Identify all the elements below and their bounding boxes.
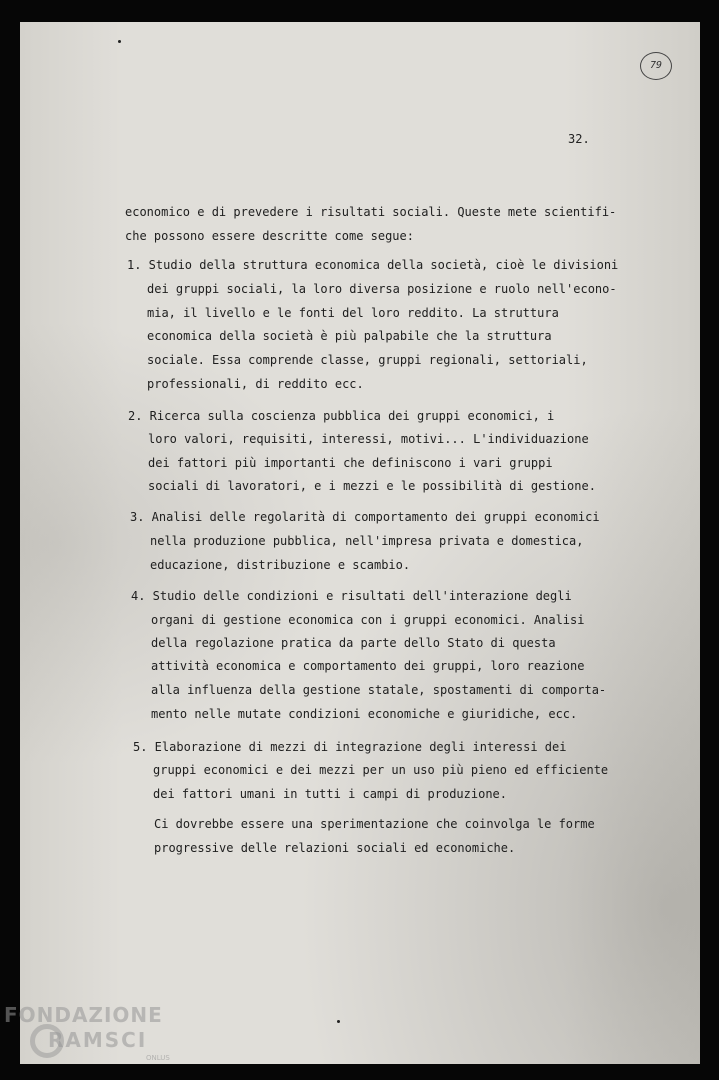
item-5-line-3: dei fattori umani in tutti i campi di produzione. <box>153 787 508 801</box>
watermark-line-2: RAMSCI <box>48 1028 148 1052</box>
ink-speck <box>337 1020 340 1023</box>
item-2-line-4: sociali di lavoratori, e i mezzi e le possibilità di gestione. <box>148 479 596 493</box>
item-1-line-6: professionali, di reddito ecc. <box>147 377 364 391</box>
item-5-line-1: 5. Elaborazione di mezzi di integrazione degli interessi dei <box>133 740 567 754</box>
item-1-line-4: economica della società è più palpabile che la struttura <box>147 329 552 343</box>
item-3-line-1: 3. Analisi delle regolarità di comportamento dei gruppi economici <box>130 510 600 524</box>
intro-line-1: economico e di prevedere i risultati sociali. Queste mete scientifi- <box>125 205 617 219</box>
item-4-line-6: mento nelle mutate condizioni economiche e giuridiche, ecc. <box>151 707 578 721</box>
item-4-line-5: alla influenza della gestione statale, spostamenti di comporta- <box>151 683 607 697</box>
intro-line-2: che possono essere descritte come segue: <box>125 229 414 243</box>
item-4-line-1: 4. Studio delle condizioni e risultati dell'interazione degli <box>131 589 572 603</box>
item-2-line-2: loro valori, requisiti, interessi, motivi... L'individuazione <box>148 432 589 446</box>
item-3-line-3: educazione, distribuzione e scambio. <box>150 558 411 572</box>
item-1-line-1: 1. Studio della struttura economica della società, cioè le divisioni <box>127 258 619 272</box>
item-4-line-2: organi di gestione economica con i gruppi economici. Analisi <box>151 613 585 627</box>
item-3-line-2: nella produzione pubblica, nell'impresa privata e domestica, <box>150 534 584 548</box>
item-1-line-2: dei gruppi sociali, la loro diversa posizione e ruolo nell'econo- <box>147 282 617 296</box>
watermark-line-3: ONLUS <box>146 1054 170 1062</box>
page-number: 32. <box>568 132 590 146</box>
archive-stamp: 79 <box>640 52 672 80</box>
item-4-line-4: attività economica e comportamento dei gruppi, loro reazione <box>151 659 585 673</box>
item-5-line-2: gruppi economici e dei mezzi per un uso più pieno ed efficiente <box>153 763 609 777</box>
item-1-line-5: sociale. Essa comprende classe, gruppi regionali, settoriali, <box>147 353 588 367</box>
item-4-line-3: della regolazione pratica da parte dello Stato di questa <box>151 636 556 650</box>
watermark-line-1: FONDAZIONE <box>4 1003 163 1027</box>
closing-line-2: progressive delle relazioni sociali ed economiche. <box>154 841 516 855</box>
item-1-line-3: mia, il livello e le fonti del loro reddito. La struttura <box>147 306 559 320</box>
item-2-line-3: dei fattori più importanti che definiscono i vari gruppi <box>148 456 553 470</box>
ink-speck <box>118 40 121 43</box>
item-2-line-1: 2. Ricerca sulla coscienza pubblica dei gruppi economici, i <box>128 409 555 423</box>
closing-line-1: Ci dovrebbe essere una sperimentazione che coinvolga le forme <box>154 817 595 831</box>
